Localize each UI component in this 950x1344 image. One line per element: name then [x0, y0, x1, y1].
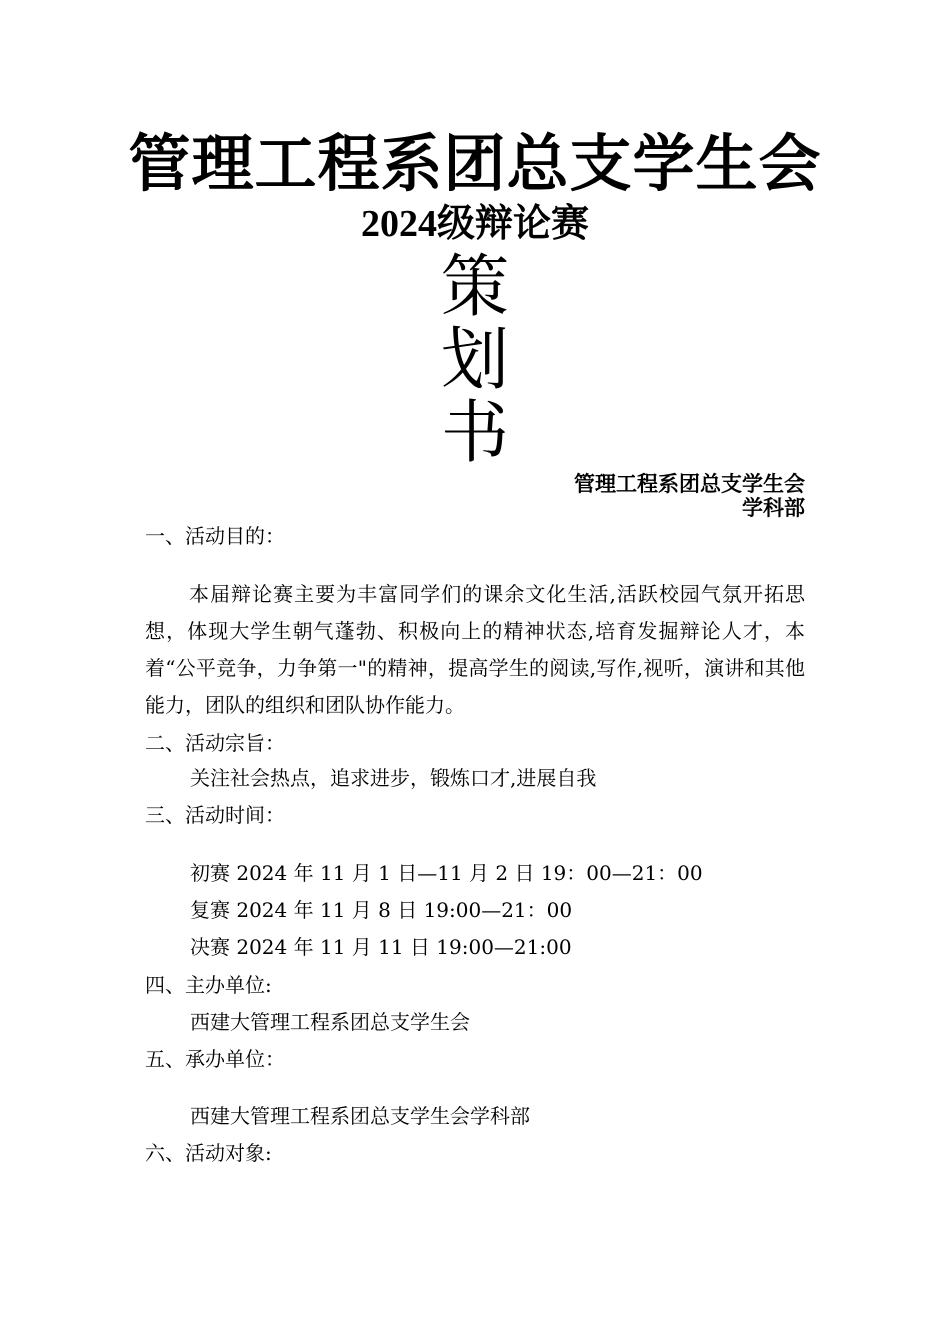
title-char-1: 策	[440, 248, 509, 327]
schedule-line-preliminary: 初赛 2024 年 11 月 1 日—11 月 2 日 19：00—21：00	[190, 861, 703, 885]
title-char-3: 书	[440, 394, 509, 473]
section-5-content: 西建大管理工程系团总支学生会学科部	[190, 1104, 530, 1128]
title-char-2: 划	[440, 321, 509, 400]
section-6-heading: 六、活动对象:	[145, 1141, 272, 1165]
organizer-name: 管理工程系团总支学生会	[574, 472, 805, 496]
section-2-heading: 二、活动宗旨：	[145, 731, 285, 755]
section-4-heading: 四、主办单位:	[145, 973, 272, 997]
schedule-line-semifinal: 复赛 2024 年 11 月 8 日 19:00—21：00	[190, 898, 573, 922]
section-1-heading: 一、活动目的：	[145, 524, 285, 548]
section-4-content: 西建大管理工程系团总支学生会	[190, 1010, 470, 1034]
section-5-heading: 五、承办单位：	[145, 1047, 285, 1071]
organizer-block	[574, 472, 805, 520]
document-title: 管理工程系团总支学生会	[128, 127, 822, 200]
section-2-content: 关注社会热点，追求进步，锻炼口才,进展自我	[190, 766, 597, 790]
section-3-heading: 三、活动时间：	[145, 803, 285, 827]
schedule-line-final: 决赛 2024 年 11 月 11 日 19:00—21:00	[190, 935, 572, 959]
section-1-paragraph: 本届辩论赛主要为丰富同学们的课余文化生活,活跃校园气氛开拓思想，体现大学生朝气蓬勃、积极向上的精神状态,培育发掘辩论人才，本着“公平竞争，力争第一"的精神，提高学生的阅读,写作,视听，演讲和其他能力，团队的组织和团队协作能力。	[145, 582, 805, 717]
organizer-department: 学科部	[742, 496, 805, 520]
document-subtitle: 2024级辩论赛	[360, 203, 589, 245]
